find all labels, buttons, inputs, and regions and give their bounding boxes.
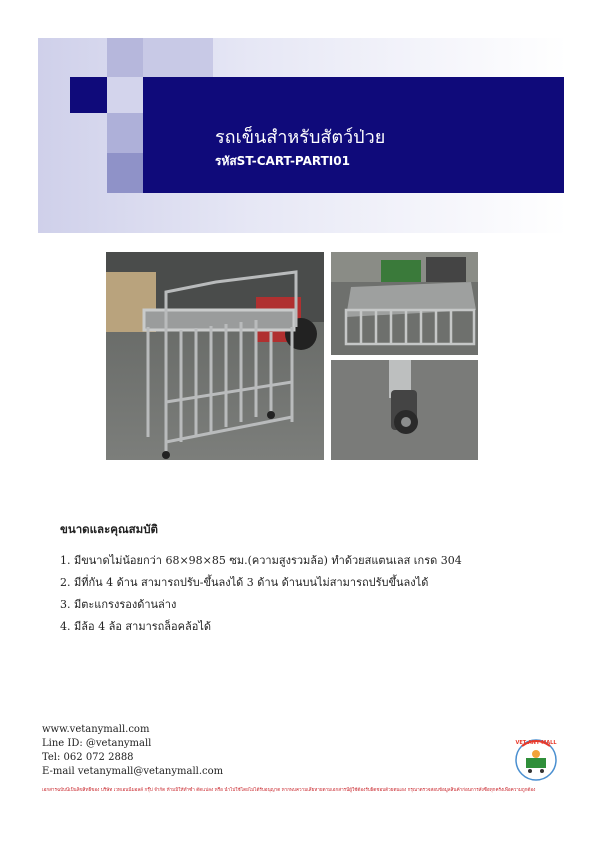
product-photo-main — [106, 252, 324, 460]
website-link[interactable]: www.vetanymall.com — [42, 724, 150, 735]
spec-item: 1. มีขนาดไม่น้อยกว่า 68×98×85 ซม.(ความสูงรวมล้อ) ทำด้วยสแตนเลส เกรด 304 — [60, 554, 462, 567]
line-id: Line ID: @vetanymall — [42, 738, 152, 749]
decor-square — [107, 153, 143, 193]
page-title: รถเข็นสำหรับสัตว์ป่วย — [215, 127, 386, 148]
decor-square — [107, 113, 143, 153]
product-code: รหัสST-CART-PARTI01 — [215, 154, 350, 168]
svg-text:VET ANY MALL: VET ANY MALL — [515, 740, 557, 746]
product-photo-top — [331, 252, 478, 355]
decor-square — [143, 38, 213, 77]
decor-square — [70, 77, 107, 113]
decor-square — [107, 38, 143, 77]
spec-item: 3. มีตะแกรงรองด้านล่าง — [60, 598, 177, 611]
spec-item: 4. มีล้อ 4 ล้อ สามารถล็อคล้อได้ — [60, 620, 212, 633]
telephone: Tel: 062 072 2888 — [42, 752, 134, 763]
vetanymall-logo — [508, 734, 564, 784]
section-heading: ขนาดและคุณสมบัติ — [60, 522, 159, 536]
email[interactable]: E-mail vetanymall@vetanymall.com — [42, 766, 224, 777]
disclaimer-text: เอกสารฉบับนี้เป็นลิขสิทธิ์ของ บริษัท เวทเอนนี่มอลล์ กรุ๊ป จำกัด ห้ามมิให้ทำซ้ำ ดัดแปลง หรือ นำไปใช้โดยไม่ได้รับอนุญาต หากพบความเสียหายตามเอกสารนี้ผู้ใช้ต้องรับผิดชอบด้วยตนเอง กรุณาตรวจสอบข้อมูลสินค้าก่อนการสั่งซื้อทุกครั้งเพื่อความถูกต้อง — [42, 788, 536, 793]
product-photo-wheel — [331, 360, 478, 460]
spec-item: 2. มีที่กัน 4 ด้าน สามารถปรับ-ขึ้นลงได้ 3 ด้าน ด้านบนไม่สามารถปรับขึ้นลงได้ — [60, 576, 429, 589]
decor-square — [107, 77, 143, 113]
